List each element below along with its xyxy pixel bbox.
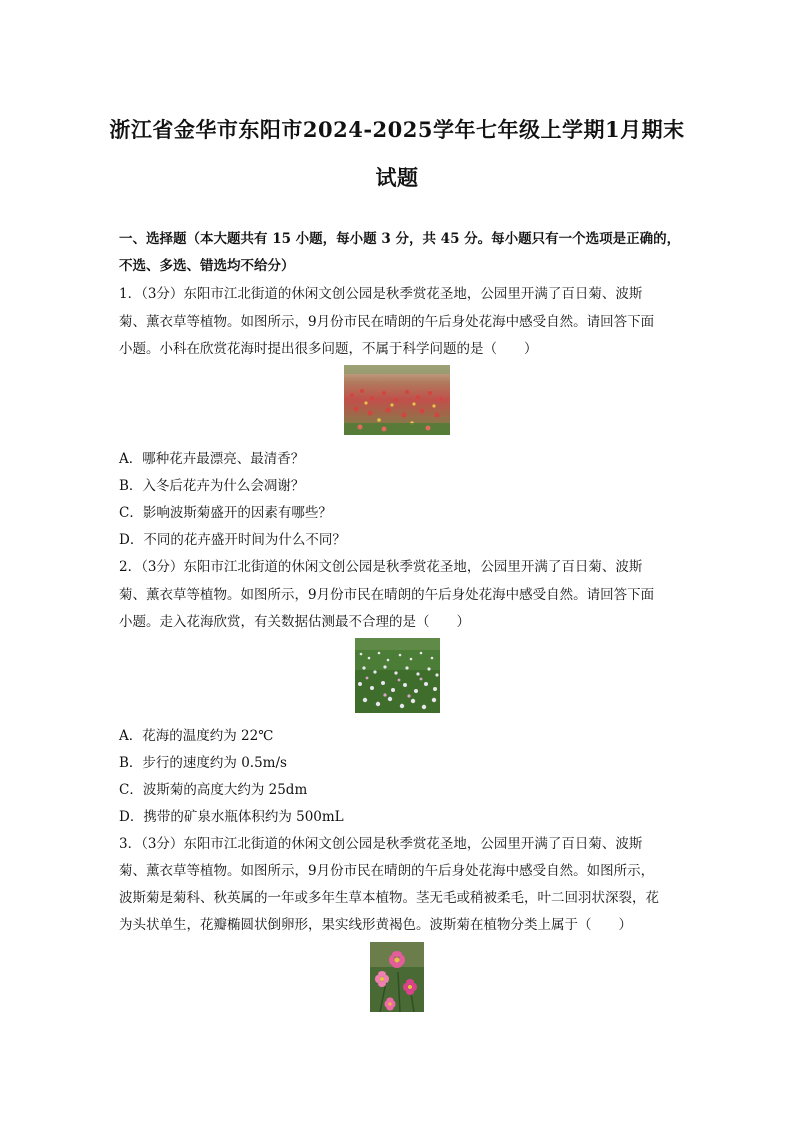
section-heading-line-2: 不选、多选、错选均不给分） [119, 258, 295, 274]
q3-stem-line-3: 波斯菊是菊科、秋英属的一年或多年生草本植物。茎无毛或稍被柔毛，叶二回羽状深裂，花 [119, 890, 659, 906]
white-flower-meadow-photo [355, 638, 440, 713]
flower-field-photo [344, 365, 450, 435]
q2-option-c: C．波斯菊的高度大约为 25dm [119, 782, 308, 798]
q1-option-d: D．不同的花卉盛开时间为什么不同？ [119, 532, 346, 548]
page-title-line-1: 浙江省金华市东阳市2024-2025学年七年级上学期1月期末 [109, 117, 685, 142]
q2-option-a: A．花海的温度约为 22℃ [119, 728, 274, 744]
q3-stem-line-2: 菊、薰衣草等植物。如图所示，9月份市民在晴朗的午后身处花海中感受自然。如图所示， [119, 863, 655, 879]
page-title-line-2: 试题 [375, 165, 419, 190]
q1-option-a: A．哪种花卉最漂亮、最清香？ [119, 451, 305, 467]
q2-option-d: D．携带的矿泉水瓶体积约为 500mL [119, 809, 344, 825]
q2-stem-line-2: 菊、薰衣草等植物。如图所示，9月份市民在晴朗的午后身处花海中感受自然。请回答下面 [119, 587, 655, 603]
q2-stem-line-1: 2．（3分）东阳市江北街道的休闲文创公园是秋季赏花圣地，公园里开满了百日菊、波斯 [119, 559, 643, 575]
q1-stem-line-2: 菊、薰衣草等植物。如图所示，9月份市民在晴朗的午后身处花海中感受自然。请回答下面 [119, 314, 655, 330]
q3-stem-line-4: 为头状单生，花瓣椭圆状倒卵形，果实线形黄褐色。波斯菊在植物分类上属于（ ） [119, 917, 632, 933]
q1-stem-line-1: 1．（3分）东阳市江北街道的休闲文创公园是秋季赏花圣地，公园里开满了百日菊、波斯 [119, 286, 643, 302]
pink-cosmos-photo [370, 942, 424, 1012]
q1-option-c: C．影响波斯菊盛开的因素有哪些？ [119, 505, 332, 521]
q2-stem-line-3: 小题。走入花海欣赏，有关数据估测最不合理的是（ ） [119, 614, 470, 630]
section-heading-line-1: 一、选择题（本大题共有 15 小题，每小题 3 分，共 45 分。每小题只有一个选项是正确的， [119, 231, 681, 247]
q3-stem-line-1: 3．（3分）东阳市江北街道的休闲文创公园是秋季赏花圣地，公园里开满了百日菊、波斯 [119, 836, 643, 852]
q1-option-b: B．入冬后花卉为什么会凋谢？ [119, 478, 305, 494]
q1-stem-line-3: 小题。小科在欣赏花海时提出很多问题，不属于科学问题的是（ ） [119, 341, 538, 357]
q2-option-b: B．步行的速度约为 0.5m/s [119, 755, 287, 771]
